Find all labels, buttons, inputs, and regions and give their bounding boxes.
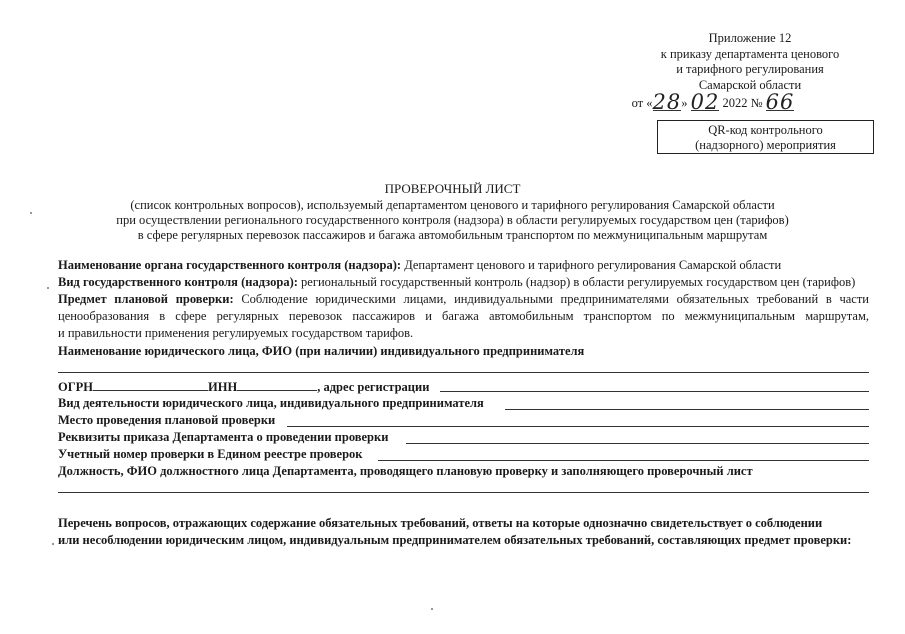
ogrn-inn-row	[58, 378, 429, 395]
inn-input[interactable]	[237, 378, 317, 391]
handwritten-number: 66	[765, 90, 795, 114]
subject-label: Предмет плановой проверки:	[58, 292, 234, 306]
subject-line-1	[58, 292, 869, 307]
activity-label: Вид деятельности юридического лица, индивидуального предпринимателя	[58, 396, 484, 410]
handwritten-month: 02	[690, 90, 720, 114]
appendix-line: и тарифного регулирования	[676, 62, 824, 76]
control-type-field	[58, 275, 855, 290]
organ-field	[58, 258, 781, 273]
scan-speck	[47, 287, 49, 289]
questions-intro-1: Перечень вопросов, отражающих содержание обязательных требований, ответы на которые однозначно свидетельствует о соблюдении	[58, 516, 823, 530]
order-input[interactable]	[406, 443, 869, 444]
appendix-date-line	[526, 90, 900, 114]
scan-speck	[30, 212, 32, 214]
qr-code-box	[657, 120, 874, 154]
official-input[interactable]	[58, 492, 869, 493]
document-title: ПРОВЕРОЧНЫЙ ЛИСТ	[384, 181, 521, 196]
handwritten-day: 28	[652, 90, 682, 114]
subject-value-3: и правильности применения регулируемых государством тарифов.	[58, 326, 414, 340]
ogrn-label: ОГРН	[58, 380, 94, 394]
appendix-line: к приказу департамента ценового	[660, 46, 840, 61]
inn-label: ИНН	[208, 380, 238, 394]
title-subtitle-2: при осуществлении регионального государственного контроля (надзора) в области регулируемых государством цен (тарифов)	[116, 213, 789, 227]
subject-value-1: Соблюдение юридическими лицами, индивидуальными предпринимателями обязательных требований в части	[241, 292, 870, 306]
appendix-header	[600, 31, 900, 112]
qr-box-line: (надзорного) мероприятия	[695, 138, 836, 152]
control-type-label: Вид государственного контроля (надзора):	[58, 275, 298, 289]
control-type-value: региональный государственный контроль (надзор) в области регулируемых государством цен (тарифов)	[297, 275, 856, 289]
appendix-line: Приложение 12	[708, 31, 792, 45]
appendix-line: Самарской области	[698, 77, 802, 92]
subject-value-2: ценообразования в сфере регулярных перевозок пассажиров и багажа автомобильным транспортом по межмуниципальным маршрутам,	[58, 309, 869, 323]
organ-value: Департамент ценового и тарифного регулирования Самарской области	[401, 258, 782, 272]
address-input[interactable]	[440, 391, 869, 392]
scan-speck	[52, 543, 54, 545]
date-prefix: от «	[631, 96, 653, 110]
questions-intro-2: или несоблюдении юридическим лицом, индивидуальным предпринимателем обязательных требований, составляющих предмет проверки:	[58, 533, 852, 547]
registry-label: Учетный номер проверки в Едином реестре проверок	[58, 447, 363, 461]
organ-label: Наименование органа государственного контроля (надзора):	[58, 258, 402, 272]
place-input[interactable]	[287, 426, 869, 427]
address-label: , адрес регистрации	[317, 380, 430, 394]
activity-input[interactable]	[505, 409, 869, 410]
scan-speck	[431, 608, 433, 610]
registry-input[interactable]	[378, 460, 869, 461]
ogrn-input[interactable]	[93, 378, 208, 391]
title-subtitle-3: в сфере регулярных перевозок пассажиров и багажа автомобильным транспортом по межмуниципальным маршрутам	[137, 228, 768, 242]
qr-box-line: QR-код контрольного	[708, 123, 823, 137]
official-label: Должность, ФИО должностного лица Департамента, проводящего плановую проверку и заполняющего проверочный лист	[58, 464, 753, 478]
place-label: Место проведения плановой проверки	[58, 413, 276, 427]
entity-label: Наименование юридического лица, ФИО (при наличии) индивидуального предпринимателя	[58, 344, 585, 358]
date-year-text: 2022 №	[722, 96, 763, 110]
order-label: Реквизиты приказа Департамента о проведении проверки	[58, 430, 389, 444]
entity-underline[interactable]	[58, 372, 869, 373]
date-sep: »	[681, 96, 688, 110]
title-subtitle-1: (список контрольных вопросов), используемый департаментом ценового и тарифного регулирования Самарской области	[130, 198, 775, 212]
